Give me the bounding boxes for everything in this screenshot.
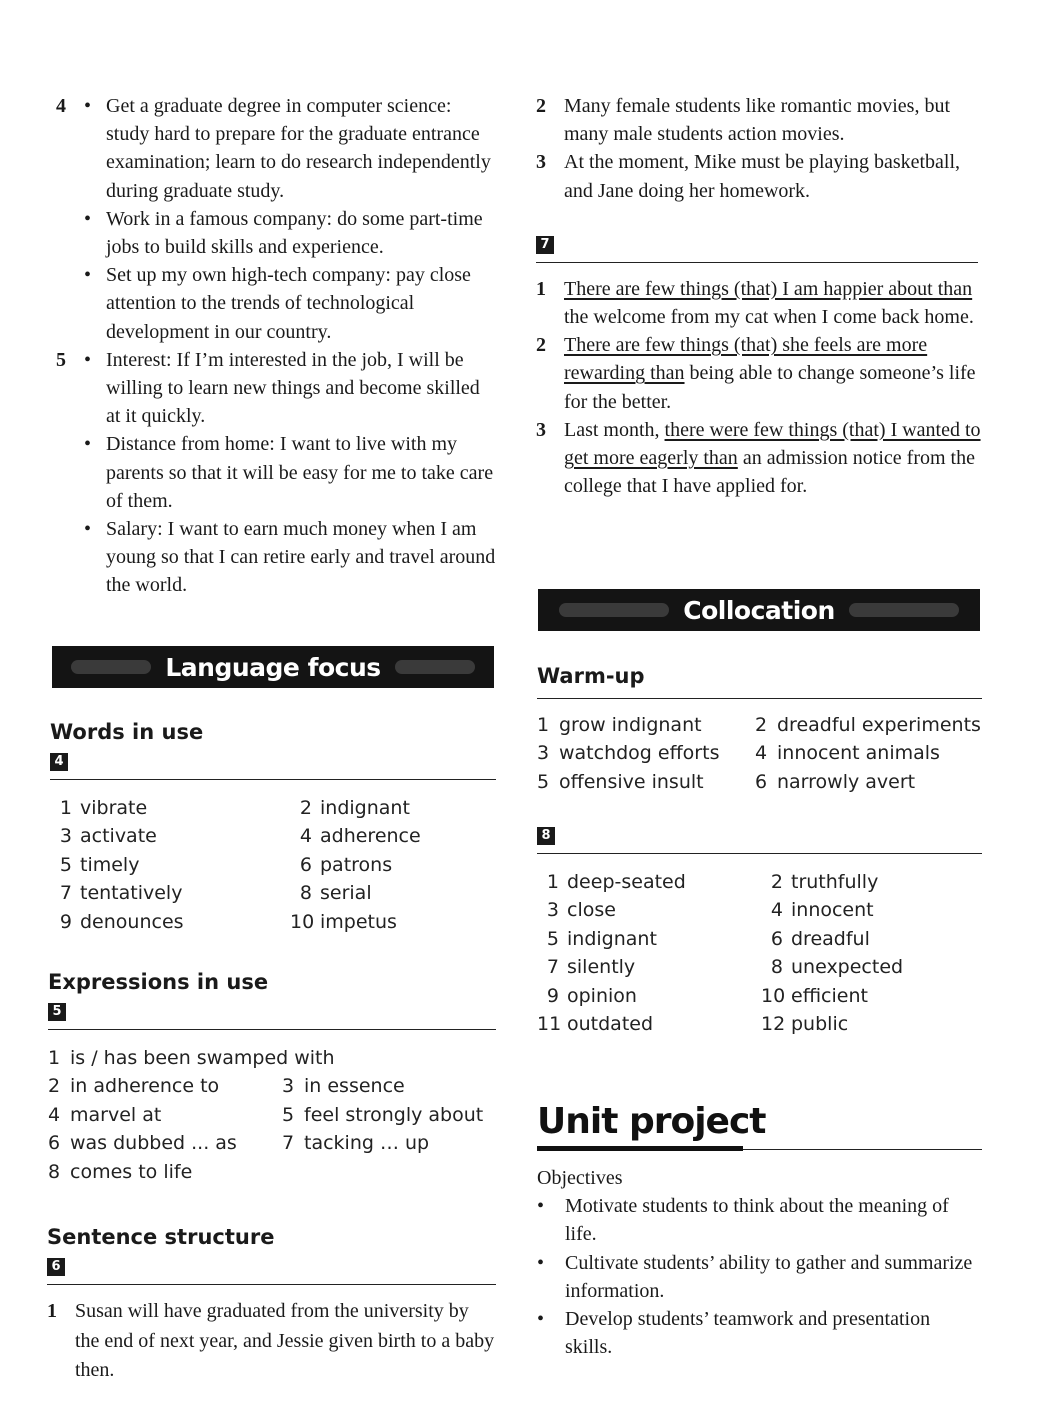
section-heading: Sentence structure: [47, 1225, 275, 1249]
list-item: 6 dreadful: [770, 927, 870, 950]
bullet-item: [48, 261, 496, 346]
list-item: 3 watchdog efforts: [537, 742, 720, 765]
banner-decoration: [849, 603, 959, 617]
list-item: 2 in adherence to: [48, 1075, 220, 1098]
bullet-icon: •: [84, 264, 92, 287]
list-item: 6 patrons: [299, 853, 393, 876]
bullet-icon: •: [84, 433, 92, 456]
right-column: [536, 92, 982, 500]
words-grid: [50, 794, 496, 936]
expressions-in-use-section: [48, 970, 496, 1186]
list-item: 4 innocent animals: [755, 742, 940, 765]
banner-decoration: [559, 603, 669, 617]
list-item: 7 tentatively: [59, 882, 183, 905]
list-item: 5 timely: [59, 853, 140, 876]
words-in-use-section: [50, 720, 496, 936]
sentence-list: [47, 1297, 496, 1386]
collocation-banner: [538, 589, 980, 631]
list-item: 5 indignant: [546, 927, 657, 950]
answer-number: 5: [56, 348, 66, 371]
answer-number: 4: [56, 95, 66, 117]
exercise-number-box: 8: [537, 827, 555, 845]
list-item: 1 Susan will have graduated from the university by the end of next year, and Jessie given birth to a baby then.: [47, 1300, 495, 1381]
unit-project-title: Unit project: [537, 1101, 766, 1142]
bullet-icon: •: [84, 348, 92, 371]
language-focus-banner: [52, 646, 494, 688]
list-item: 2 Many female students like romantic movies, but many male students action movies.: [536, 95, 951, 146]
list-item: 8 serial: [299, 882, 372, 905]
list-item: 3 activate: [59, 825, 157, 848]
bullet-icon: •: [84, 95, 92, 117]
list-item: 10 impetus: [290, 910, 397, 933]
bullet-text: Set up my own high-tech company: pay close attention to the trends of technological development in our country.: [106, 264, 471, 343]
answer-group-4: [48, 92, 496, 346]
list-item: 8 unexpected: [770, 956, 904, 979]
section8: [537, 826, 982, 1038]
divider: [48, 1029, 496, 1030]
banner-title: Language focus: [165, 652, 381, 682]
list-item: 1 There are few things (that) I am happier about than the welcome from my cat when I come back home.: [536, 277, 974, 329]
list-item: 2 indignant: [299, 797, 410, 819]
left-column: [48, 92, 496, 600]
bullet-text: Distance from home: I want to live with my parents so that it will be easy for me to take care of them.: [106, 433, 494, 512]
list-item: 1 vibrate: [59, 797, 148, 819]
list-item: 1 deep-seated: [546, 871, 686, 893]
unit-project-section: [537, 1100, 982, 1361]
answer-underlined: There are few things (that) I am happier about than: [564, 277, 973, 300]
bullet-text: Salary: I want to earn much money when I am young so that I can retire early and travel around the world.: [106, 518, 496, 597]
title-underline: [537, 1144, 982, 1152]
list-item: 1 is / has been swamped with: [48, 1047, 335, 1069]
answer-underlined: There are few things (that) she feels are more rewarding than: [564, 334, 928, 385]
expressions-grid: [48, 1044, 496, 1186]
list-item: 4 marvel at: [48, 1103, 162, 1126]
bullet-item: [48, 430, 496, 515]
list-item: 2 dreadful experiments: [755, 714, 981, 736]
warm-up-grid: [537, 711, 982, 796]
bullet-icon: •: [537, 1251, 545, 1274]
bullet-text: Interest: If I’m interested in the job, I will be willing to learn new things and become skilled at it quickly.: [106, 348, 480, 428]
list-item: 2 There are few things (that) she feels are more rewarding than being able to change someone’s life for the better.: [536, 334, 976, 413]
answer-underlined: there were few things (that) I wanted to get more eagerly than: [564, 418, 981, 470]
section-heading: Warm-up: [537, 664, 645, 688]
list-item: 10 efficient: [761, 984, 868, 1007]
list-item: 3 in essence: [282, 1075, 405, 1098]
list-item: 3 close: [546, 899, 616, 922]
bullet-item: [48, 92, 496, 205]
list-item: 8 comes to life: [48, 1160, 193, 1183]
objectives-label: Objectives: [537, 1167, 623, 1189]
bullet-item: • Cultivate students’ ability to gather and summarize information.: [537, 1249, 982, 1305]
sentence-list-continued: [536, 92, 982, 205]
divider: [537, 698, 982, 699]
divider: [50, 779, 496, 780]
list-item: 2 truthfully: [770, 871, 879, 893]
divider: [537, 853, 982, 854]
bullet-icon: •: [537, 1308, 545, 1331]
list-item: 5 offensive insult: [537, 770, 704, 793]
bullet-icon: •: [84, 518, 92, 541]
list-item: 4 innocent: [770, 899, 874, 922]
list-item: 12 public: [761, 1013, 849, 1036]
bullet-icon: •: [84, 207, 92, 230]
exercise-number-box: 5: [48, 1003, 66, 1021]
list-item: 9 denounces: [59, 910, 184, 933]
list-item: 1 grow indignant: [537, 714, 702, 736]
bullet-item: [48, 346, 496, 431]
bullet-item: • Develop students’ teamwork and presentation skills.: [537, 1305, 982, 1361]
section7-list: [536, 275, 982, 501]
section-heading: Expressions in use: [48, 970, 269, 994]
bullet-item: [48, 205, 496, 261]
list-item: 6 was dubbed ... as: [48, 1132, 237, 1155]
bullet-item: [48, 515, 496, 600]
list-item: 5 feel strongly about: [282, 1103, 484, 1126]
banner-decoration: [395, 660, 475, 674]
exercise-number-box: 4: [50, 753, 68, 771]
list-item: 9 opinion: [546, 984, 637, 1007]
list-item: 3 Last month, there were few things (that) I wanted to get more eagerly than an admission notice from the college that I have applied for.: [536, 418, 981, 498]
objectives-list: [537, 1192, 982, 1361]
exercise-number-box: 7: [536, 236, 554, 254]
list-item: 11 outdated: [537, 1013, 654, 1036]
sentence-structure-section: [47, 1225, 496, 1386]
exercise-number-box: 6: [47, 1258, 65, 1276]
answer-group-5: [48, 346, 496, 600]
banner-title: Collocation: [683, 595, 835, 625]
divider: [47, 1284, 496, 1285]
list-item: 7 silently: [546, 956, 636, 979]
bullet-item: • Motivate students to think about the meaning of life.: [537, 1192, 982, 1248]
bullet-text: Get a graduate degree in computer science: study hard to prepare for the graduate entrance examination; learn to do research independently during graduate study.: [106, 95, 491, 202]
list-item: 4 adherence: [299, 825, 421, 848]
list-item: 7 tacking … up: [282, 1132, 430, 1155]
section-heading: Words in use: [50, 720, 204, 744]
list-item: 6 narrowly avert: [755, 770, 916, 793]
warm-up-section: [537, 664, 982, 796]
list-item: 3 At the moment, Mike must be playing basketball, and Jane doing her homework.: [536, 151, 961, 202]
banner-decoration: [71, 660, 151, 674]
bullet-icon: •: [537, 1195, 545, 1218]
divider: [536, 262, 978, 263]
bullet-text: Work in a famous company: do some part-time jobs to build skills and experience.: [106, 207, 483, 259]
section8-grid: [537, 868, 982, 1038]
